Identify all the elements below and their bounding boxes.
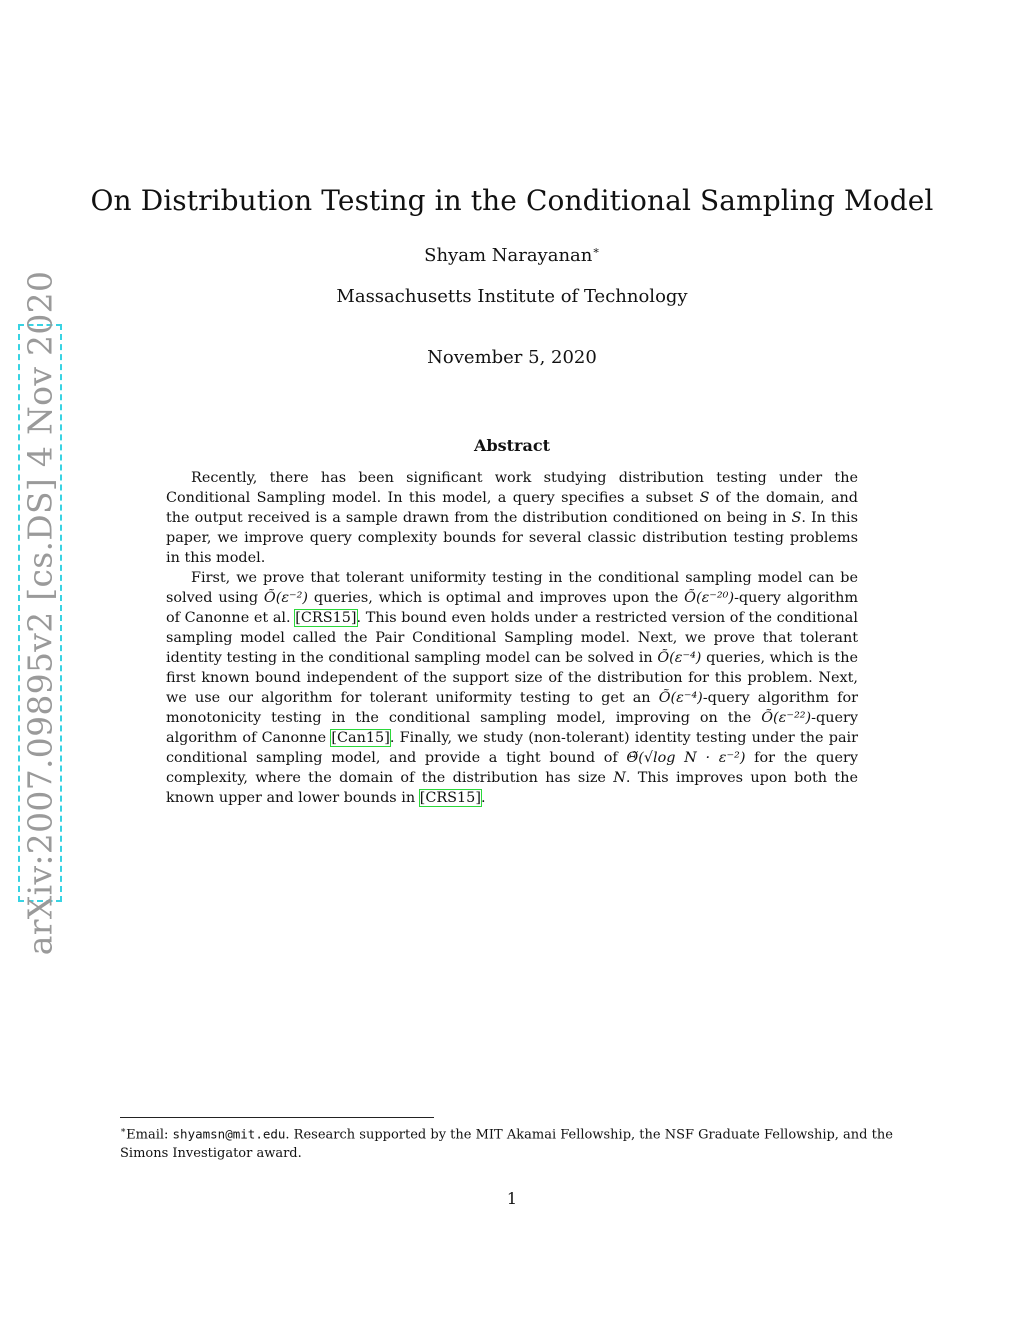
- footnote-rule: [120, 1117, 434, 1118]
- math-expression: Õ(ε⁻²²): [761, 710, 812, 726]
- abstract-paragraph-1: [166, 468, 858, 568]
- arxiv-side-stamp: [18, 270, 62, 956]
- math-symbol: S: [699, 490, 710, 506]
- math-symbol: S: [791, 510, 802, 526]
- paper-title: On Distribution Testing in the Conditional Sampling Model: [90, 184, 934, 217]
- page-number: 1: [506, 1189, 518, 1208]
- abstract-text: for the query complexity, where the domain of the distribution has size: [166, 750, 858, 786]
- abstract-text: . Finally, we study (non-tolerant) identity testing under the pair conditional sampling model, and provide a tight bound of: [166, 730, 859, 766]
- abstract-text: -query algorithm for monotonicity testing in the conditional sampling model, improving on the: [166, 690, 858, 726]
- affiliation: Massachusetts Institute of Technology: [336, 286, 688, 307]
- citation-link-can15[interactable]: [Can15]: [331, 730, 390, 746]
- math-expression: Õ(ε⁻⁴): [658, 690, 703, 706]
- author-name: Shyam Narayanan: [424, 245, 593, 266]
- abstract-text: of the domain, and the output received is a sample drawn from the distribution conditioned on being in: [166, 490, 859, 526]
- abstract-text: -query algorithm of Canonne: [166, 710, 858, 746]
- email-link[interactable]: shyamsn@mit.edu: [172, 1126, 286, 1142]
- math-expression: Õ(ε⁻²⁰): [684, 590, 735, 606]
- abstract-text: -query algorithm of Canonne et al.: [166, 590, 858, 626]
- abstract-heading: Abstract: [474, 436, 550, 455]
- abstract-text: . In this paper, we improve query complexity bounds for several classic distribution testing problems in this model.: [166, 510, 859, 566]
- citation-link-crs15[interactable]: [CRS15]: [419, 790, 481, 806]
- math-symbol: N: [613, 770, 626, 786]
- abstract-text: . This improves upon both the known upper and lower bounds in: [166, 770, 858, 806]
- abstract-text: First, we prove that tolerant uniformity testing in the conditional sampling model can be solved using: [166, 570, 858, 606]
- abstract-text: queries, which is optimal and improves upon the: [308, 590, 685, 606]
- abstract-body: [166, 468, 858, 808]
- abstract-paragraph-2: [166, 568, 858, 808]
- arxiv-identifier: arXiv:2007.09895v2 [cs.DS] 4 Nov 2020: [20, 270, 60, 956]
- abstract-text: Recently, there has been significant work studying distribution testing under the Conditional Sampling model. In this model, a query specifies a subset: [166, 470, 858, 506]
- footnote-text: . Research supported by the MIT Akamai Fellowship, the NSF Graduate Fellowship, and the Simons Investigator award.: [120, 1127, 893, 1162]
- abstract-text: .: [480, 790, 486, 806]
- abstract-text: . This bound even holds under a restricted version of the conditional sampling model called the Pair Conditional Sampling model. Next, we prove that tolerant identity testing in the conditional sampling model can be solved in: [166, 610, 858, 666]
- author-line: [0, 244, 1024, 266]
- abstract-text: queries, which is the first known bound independent of the support size of the distribution for this problem. Next, we use our algorithm for tolerant uniformity testing to get an: [166, 650, 858, 706]
- footnote-label: Email:: [126, 1127, 173, 1143]
- math-expression: Θ̃(√log N · ε⁻²): [626, 750, 746, 766]
- citation-link-crs15[interactable]: [CRS15]: [295, 610, 357, 626]
- footnote-mark: ∗: [120, 1126, 127, 1136]
- author-footnote-mark: ∗: [592, 244, 600, 257]
- paper-date: November 5, 2020: [427, 347, 597, 368]
- footnote: [120, 1122, 910, 1163]
- math-expression: Õ(ε⁻⁴): [657, 650, 702, 666]
- math-expression: Õ(ε⁻²): [263, 590, 309, 606]
